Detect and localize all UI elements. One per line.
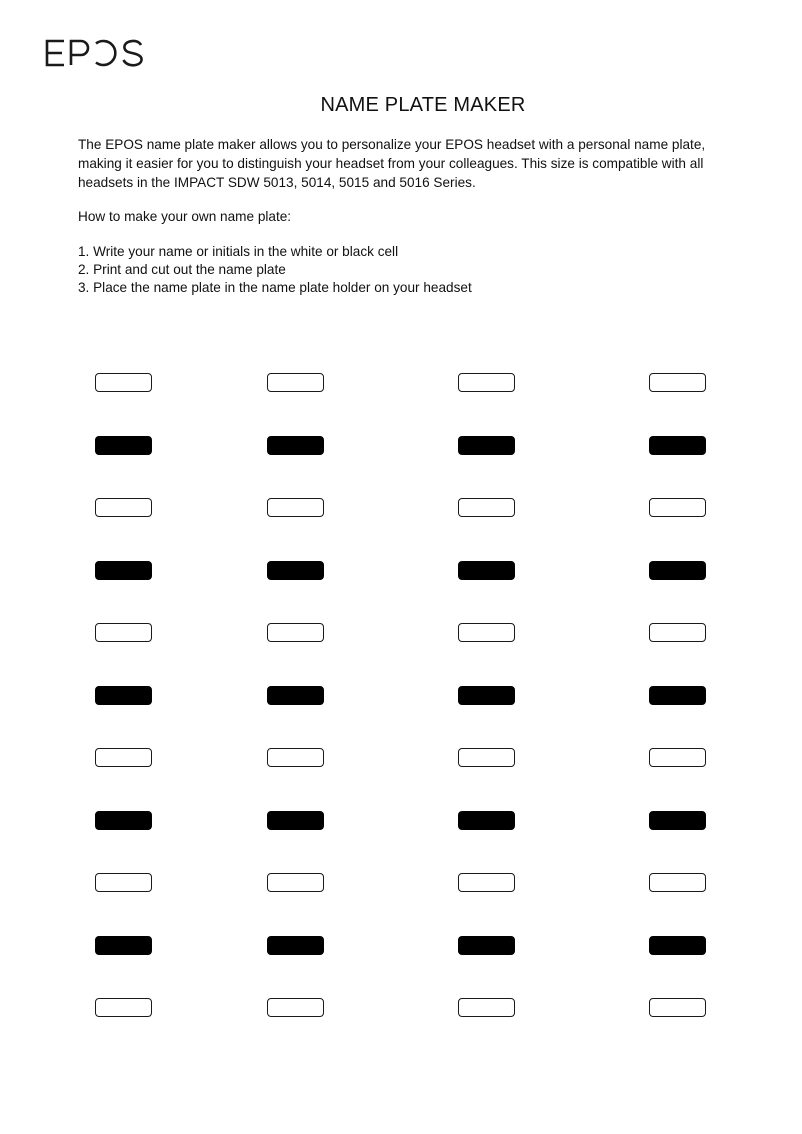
howto-heading: How to make your own name plate: [78, 209, 292, 224]
white-name-plate[interactable] [458, 373, 515, 392]
black-name-plate[interactable] [267, 936, 324, 955]
white-name-plate[interactable] [267, 748, 324, 767]
white-name-plate[interactable] [458, 623, 515, 642]
white-name-plate[interactable] [95, 998, 152, 1017]
white-name-plate[interactable] [458, 873, 515, 892]
black-name-plate[interactable] [95, 936, 152, 955]
white-name-plate[interactable] [649, 623, 706, 642]
white-name-plate[interactable] [649, 748, 706, 767]
white-name-plate[interactable] [267, 873, 324, 892]
white-name-plate[interactable] [649, 498, 706, 517]
white-name-plate[interactable] [267, 498, 324, 517]
black-name-plate[interactable] [458, 811, 515, 830]
black-name-plate[interactable] [649, 561, 706, 580]
black-name-plate[interactable] [649, 686, 706, 705]
black-name-plate[interactable] [267, 561, 324, 580]
white-name-plate[interactable] [95, 498, 152, 517]
white-name-plate[interactable] [95, 373, 152, 392]
black-name-plate[interactable] [95, 436, 152, 455]
black-name-plate[interactable] [95, 811, 152, 830]
black-name-plate[interactable] [458, 936, 515, 955]
black-name-plate[interactable] [649, 436, 706, 455]
epos-logo [44, 38, 146, 68]
white-name-plate[interactable] [95, 748, 152, 767]
intro-paragraph: The EPOS name plate maker allows you to personalize your EPOS headset with a personal name plate, making it easier for you to distinguish your headset from your colleagues. This size is compatible with all headsets in the IMPACT SDW 5013, 5014, 5015 and 5016 Series. [78, 137, 706, 190]
page-title: NAME PLATE MAKER [320, 94, 526, 116]
white-name-plate[interactable] [458, 748, 515, 767]
instruction-step: 1. Write your name or initials in the white or black cell [78, 244, 399, 259]
white-name-plate[interactable] [95, 623, 152, 642]
black-name-plate[interactable] [458, 436, 515, 455]
white-name-plate[interactable] [649, 873, 706, 892]
white-name-plate[interactable] [267, 373, 324, 392]
white-name-plate[interactable] [95, 873, 152, 892]
instruction-step: 2. Print and cut out the name plate [78, 262, 286, 277]
black-name-plate[interactable] [458, 561, 515, 580]
white-name-plate[interactable] [649, 998, 706, 1017]
white-name-plate[interactable] [458, 498, 515, 517]
instruction-step: 3. Place the name plate in the name plate holder on your headset [78, 280, 472, 295]
black-name-plate[interactable] [649, 811, 706, 830]
white-name-plate[interactable] [458, 998, 515, 1017]
white-name-plate[interactable] [267, 998, 324, 1017]
black-name-plate[interactable] [267, 686, 324, 705]
black-name-plate[interactable] [95, 561, 152, 580]
instructions-list [78, 243, 472, 297]
black-name-plate[interactable] [267, 436, 324, 455]
white-name-plate[interactable] [267, 623, 324, 642]
black-name-plate[interactable] [458, 686, 515, 705]
epos-logo-mark [44, 38, 146, 68]
white-name-plate[interactable] [649, 373, 706, 392]
black-name-plate[interactable] [649, 936, 706, 955]
black-name-plate[interactable] [267, 811, 324, 830]
black-name-plate[interactable] [95, 686, 152, 705]
